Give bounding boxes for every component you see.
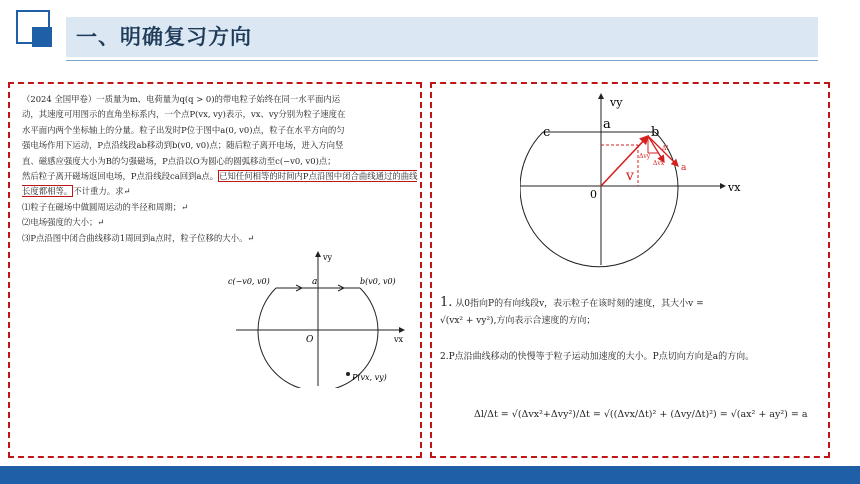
- label-c: c(−v0, v0): [228, 277, 270, 286]
- velocity-vector: [601, 136, 648, 186]
- label-o: O: [306, 335, 314, 345]
- explanation-1-line: [440, 294, 820, 313]
- label-o: 0: [590, 188, 597, 201]
- problem-highlight: 已知任何相等的时间内P点沿图中闭合曲线通过的曲线长度都相等。: [22, 171, 418, 197]
- footer-bar: [0, 466, 860, 484]
- problem-line: 水平面内两个坐标轴上的分量。粒子出发时P位于图中a(0, v0)点，粒子在水平方向的匀: [22, 124, 345, 135]
- formula: [474, 397, 814, 437]
- label-acceleration: a: [681, 163, 687, 173]
- problem-line: 强电场作用下运动，P点沿线段ab移动到b(v0, v0)点；随后粒子离开电场，进入方向竖: [22, 140, 344, 151]
- question-item: ⑴粒子在磁场中做圆周运动的半径和周期；↵: [22, 201, 189, 212]
- explanation-1-line-2: √(vx² + vy²),方向表示合速度的方向；: [440, 316, 596, 326]
- question-item: ⑵电场强度的大小；↵: [22, 217, 105, 228]
- page-title: 一、明确复习方向: [76, 24, 252, 49]
- header-underline: [66, 60, 818, 61]
- explanation-1: [440, 294, 820, 330]
- label-dvx: Δvx: [653, 160, 665, 167]
- label-vy: vy: [610, 96, 623, 109]
- problem-text: [22, 92, 418, 246]
- label-p: P(vx, vy): [352, 373, 387, 382]
- header-square-decoration: [32, 27, 52, 47]
- problem-line: （2024 全国甲卷）一质量为m、电荷量为q(q > 0)的带电粒子始终在同一水平面内运: [22, 94, 341, 104]
- problem-line: [22, 169, 418, 200]
- label-vy: vy: [323, 253, 333, 262]
- label-dl: Δl: [662, 145, 669, 152]
- explanation-2: 2.P点沿曲线移动的快慢等于粒子运动加速度的大小。P点切向方向是a的方向。: [440, 352, 755, 362]
- label-a: a: [603, 117, 611, 132]
- label-b: b(v0, v0): [360, 277, 396, 286]
- velocity-diagram: [520, 90, 760, 270]
- label-dvy: Δvy: [639, 153, 651, 160]
- point-p: [346, 372, 350, 376]
- label-vx: vx: [394, 335, 404, 344]
- label-v: v: [626, 168, 634, 184]
- problem-after-highlight: 不计重力。求↵: [73, 186, 131, 197]
- label-a: a: [312, 277, 318, 287]
- problem-diagram: [226, 248, 416, 388]
- problem-line-text: 然后粒子离开磁场返回电场，P点沿线段ca回到a点。: [22, 171, 219, 182]
- closed-curve-arc: [520, 132, 678, 267]
- label-c: c: [543, 125, 551, 140]
- explanation-1-text: 从0指向P的有向线段v，表示粒子在该时刻的速度，其大小v =: [455, 299, 704, 309]
- label-b: b: [651, 125, 660, 140]
- question-item: ⑶P点沿图中闭合曲线移动1周回到a点时，粒子位移的大小。↵: [22, 232, 255, 243]
- explanation-1-number: 1.: [440, 295, 453, 310]
- problem-line: 动，其速度可用图示的直角坐标系内，一个点P(vx, vy)表示，vx、vy分别为粒子速度在: [22, 109, 346, 120]
- formula-text: Δl/Δt = √(Δvx²+Δvy²)/Δt = √((Δvx/Δt)² + (Δvy/Δt)²) = √(ax² + ay²) = a: [474, 409, 808, 420]
- problem-line: 直、磁感应强度大小为B的匀强磁场，P点沿以O为圆心的圆弧移动至c(−v0, v0)点；: [22, 155, 336, 166]
- label-vx: vx: [728, 181, 741, 194]
